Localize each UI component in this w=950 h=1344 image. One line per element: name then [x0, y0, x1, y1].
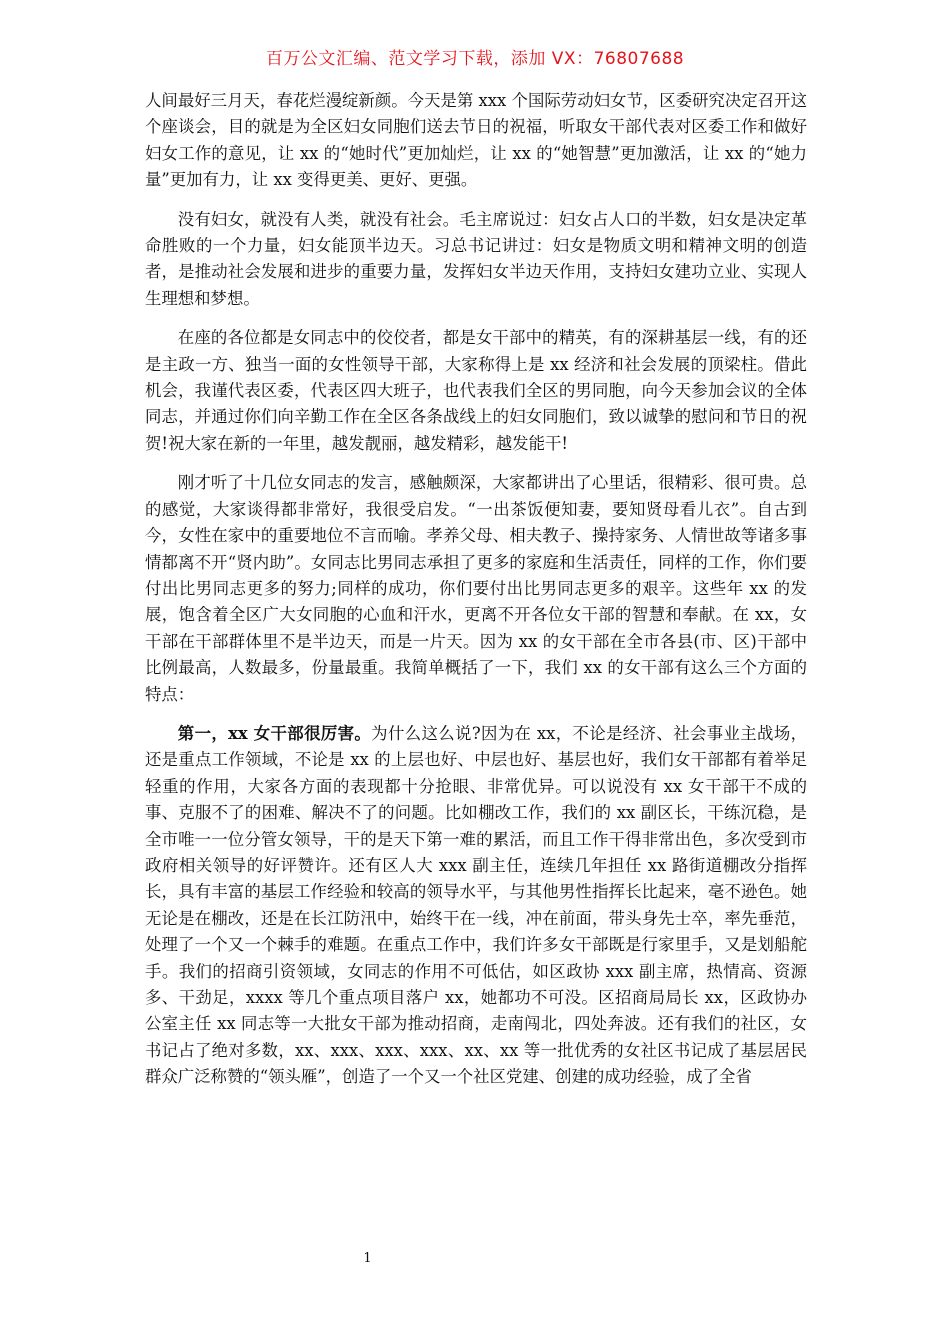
- header-banner: 百万公文汇编、范文学习下载，添加 VX：76807688: [265, 49, 685, 69]
- paragraph-5-text: 为什么这么说?因为在 xx，不论是经济、社会事业主战场，还是重点工作领域，不论是 xx 的上层也好、中层也好、基层也好，我们女干部都有着举足轻重的作用，大家各方面的表现都十分抢眼、非常优异。可以说没有 xx 女干部干不成的事、克服不了的困难、解决不了的问题。比如棚改工作，我们的 xx 副区长，干练沉稳，是全市唯一一位分管女领导，干的是天下第一难的累活，而且工作干得非常出色，多次受到市政府相关领导的好评赞许。还有区人大 xxx 副主任，连续几年担任 xx 路街道棚改分指挥长，具有丰富的基层工作经验和较高的领导水平，与其他男性指挥长比起来，毫不逊色。她无论是在棚改，还是在长江防汛中，始终干在一线，冲在前面，带头身先士卒，率先垂范，处理了一个又一个棘手的难题。在重点工作中，我们许多女干部既是行家里手，又是划船舵手。我们的招商引资领域，女同志的作用不可低估，如区政协 xxx 副主席，热情高、资源多、干劲足，xxxx 等几个重点项目落户 xx，她都功不可没。区招商局局长 xx，区政协办公室主任 xx 同志等一大批女干部为推动招商，走南闯北，四处奔波。还有我们的社区，女书记占了绝对多数，xx、xxx、xxx、xxx、xx、xx 等一批优秀的女社区书记成了基层居民群众广泛称赞的“领头雁”，创造了一个又一个社区党建、创建的成功经验，成了全省: [145, 723, 808, 1087]
- page-number: 1: [363, 1251, 372, 1266]
- paragraph-5-lead: 第一，xx 女干部很厉害。: [177, 723, 372, 743]
- paragraph-1: 人间最好三月天，春花烂漫绽新颜。今天是第 xxx 个国际劳动妇女节，区委研究决定召开这个座谈会，目的就是为全区妇女同胞们送去节日的祝福，听取女干部代表对区委工作和做好妇女工作的意见，让 xx 的“她时代”更加灿烂，让 xx 的“她智慧”更加激活，让 xx 的“她力量”更加有力，让 xx 变得更美、更好、更强。: [145, 91, 807, 190]
- paragraph-4: 刚才听了十几位女同志的发言，感触颇深，大家都讲出了心里话，很精彩、很可贵。总的感觉，大家谈得都非常好，我很受启发。“一出茶饭便知妻，要知贤母看儿衣”。自古到今，女性在家中的重要地位不言而喻。孝养父母、相夫教子、操持家务、人情世故等诸多事情都离不开“贤内助”。女同志比男同志承担了更多的家庭和生活责任，同样的工作，你们要付出比男同志更多的努力;同样的成功，你们要付出比男同志更多的艰辛。这些年 xx 的发展，饱含着全区广大女同胞的心血和汗水，更离不开各位女干部的智慧和奉献。在 xx，女干部在干部群体里不是半边天，而是一片天。因为 xx 的女干部在全市各县(市、区)干部中比例最高，人数最多，份量最重。我简单概括了一下，我们 xx 的女干部有这么三个方面的特点：: [145, 473, 807, 704]
- paragraph-5: [145, 721, 807, 1091]
- paragraph-3: 在座的各位都是女同志中的佼佼者，都是女干部中的精英，有的深耕基层一线，有的还是主政一方、独当一面的女性领导干部，大家称得上是 xx 经济和社会发展的顶梁柱。借此机会，我谨代表区委，代表区四大班子，也代表我们全区的男同胞，向今天参加会议的全体同志，并通过你们向辛勤工作在全区各条战线上的妇女同胞们，致以诚挚的慰问和节日的祝贺!祝大家在新的一年里，越发靓丽，越发精彩，越发能干!: [145, 328, 807, 453]
- document-body: [145, 88, 807, 1104]
- paragraph-2: 没有妇女，就没有人类，就没有社会。毛主席说过：妇女占人口的半数，妇女是决定革命胜败的一个力量，妇女能顶半边天。习总书记讲过：妇女是物质文明和精神文明的创造者，是推动社会发展和进步的重要力量，发挥妇女半边天作用，支持妇女建功立业、实现人生理想和梦想。: [145, 209, 807, 308]
